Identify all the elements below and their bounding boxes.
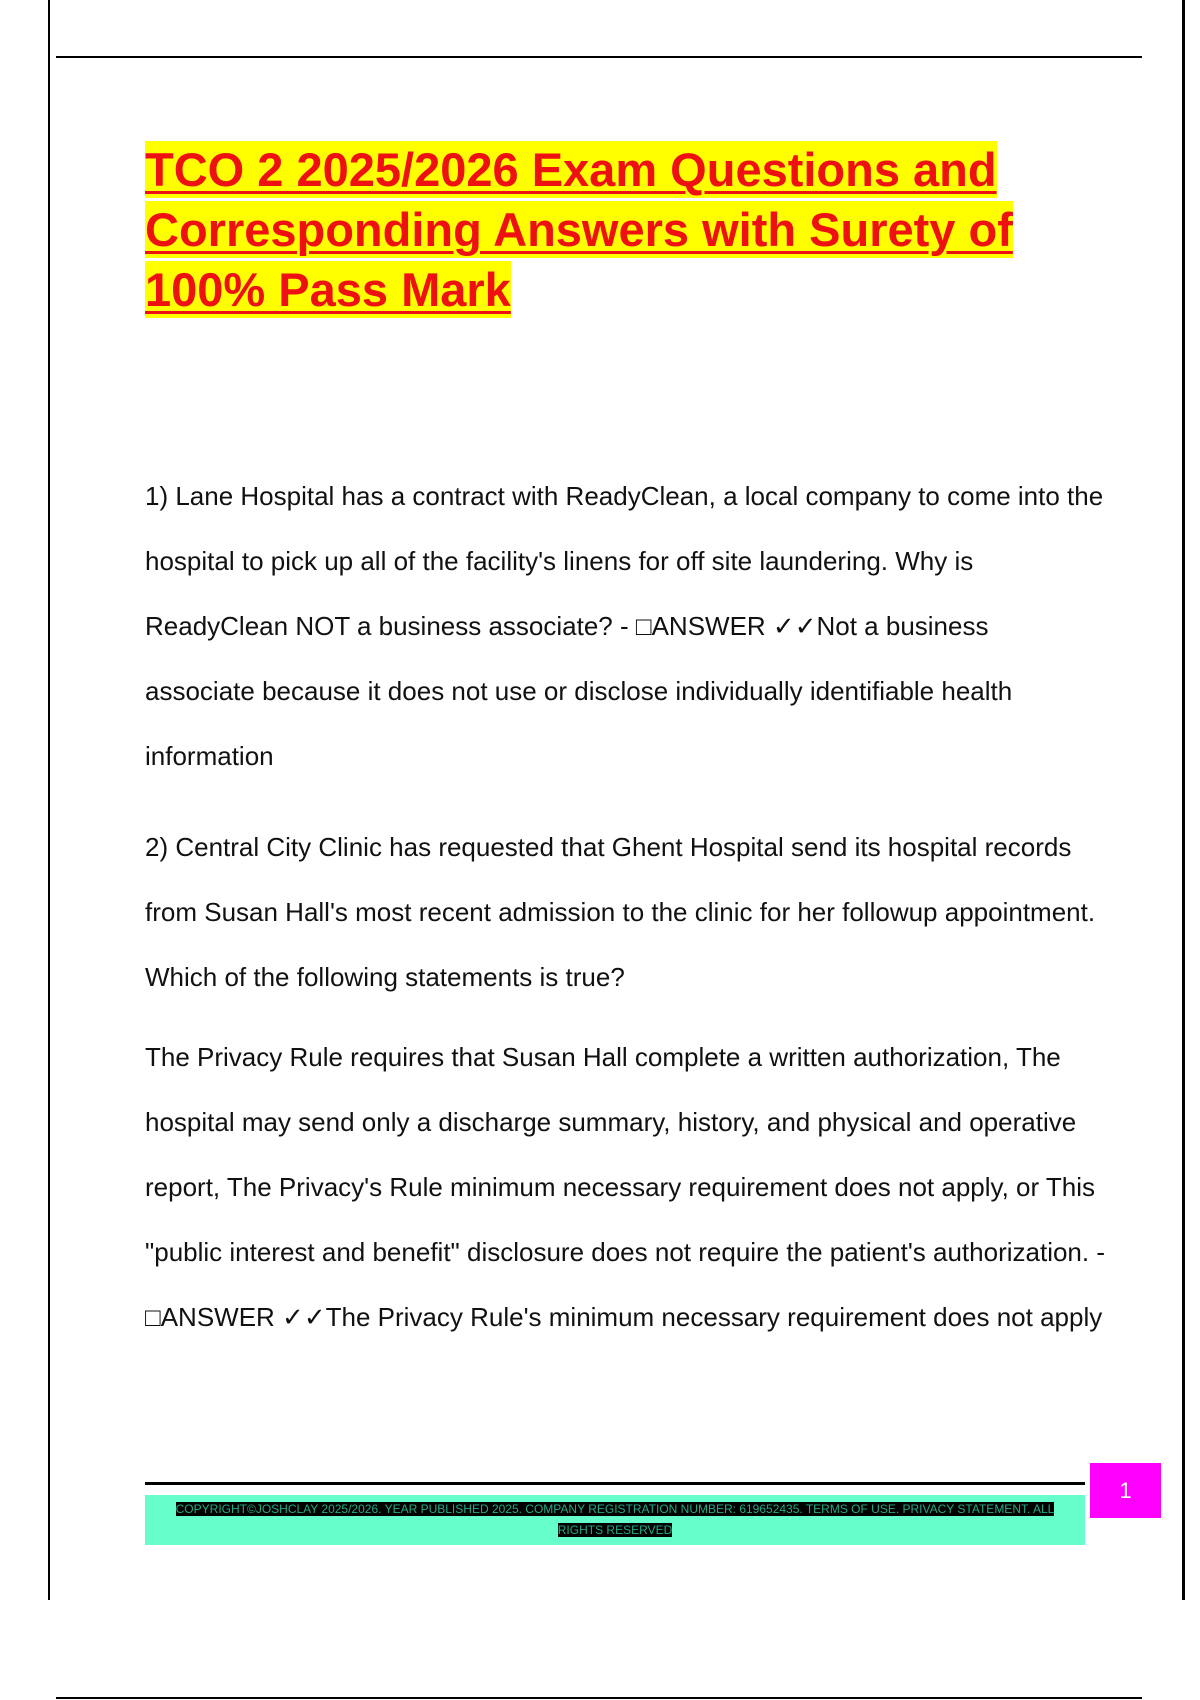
bottom-rule <box>56 1697 1142 1699</box>
document-title-text: TCO 2 2025/2026 Exam Questions and Corresponding Answers with Surety of 100% Pass Mark <box>145 143 1013 316</box>
footer-copyright-text: COPYRIGHT©JOSHCLAY 2025/2026. YEAR PUBLISHED 2025. COMPANY REGISTRATION NUMBER: 619652435. TERMS OF USE. PRIVACY STATEMENT. ALL RIGHTS RESERVED <box>175 1502 1055 1537</box>
page-right-border <box>1182 0 1185 1600</box>
page-number-badge: 1 <box>1090 1463 1161 1518</box>
header-rule <box>56 56 1142 58</box>
question-2: 2) Central City Clinic has requested that Ghent Hospital send its hospital records from Susan Hall's most recent admission to the clinic for her followup appointment. Which of the following statements is true? <box>145 832 1096 992</box>
page-left-border <box>48 0 50 1600</box>
question-1: 1) Lane Hospital has a contract with ReadyClean, a local company to come into the hospital to pick up all of the facility's linens for off site laundering. Why is ReadyClean NOT a business associate? - □ANSWER ✓✓Not a business associate because it does not use or disclose individually identifiable health information <box>145 481 1104 771</box>
footer-copyright-band <box>145 1495 1085 1545</box>
question-2-options-answer: The Privacy Rule requires that Susan Hall complete a written authorization, The hospital may send only a discharge summary, history, and physical and operative report, The Privacy's Rule minimum necessary requirement does not apply, or This "public interest and benefit" disclosure does not require the patient's authorization. - □ANSWER ✓✓The Privacy Rule's minimum necessary requirement does not apply <box>145 1042 1105 1332</box>
document-title <box>145 140 1065 320</box>
footer-rule <box>145 1482 1085 1485</box>
